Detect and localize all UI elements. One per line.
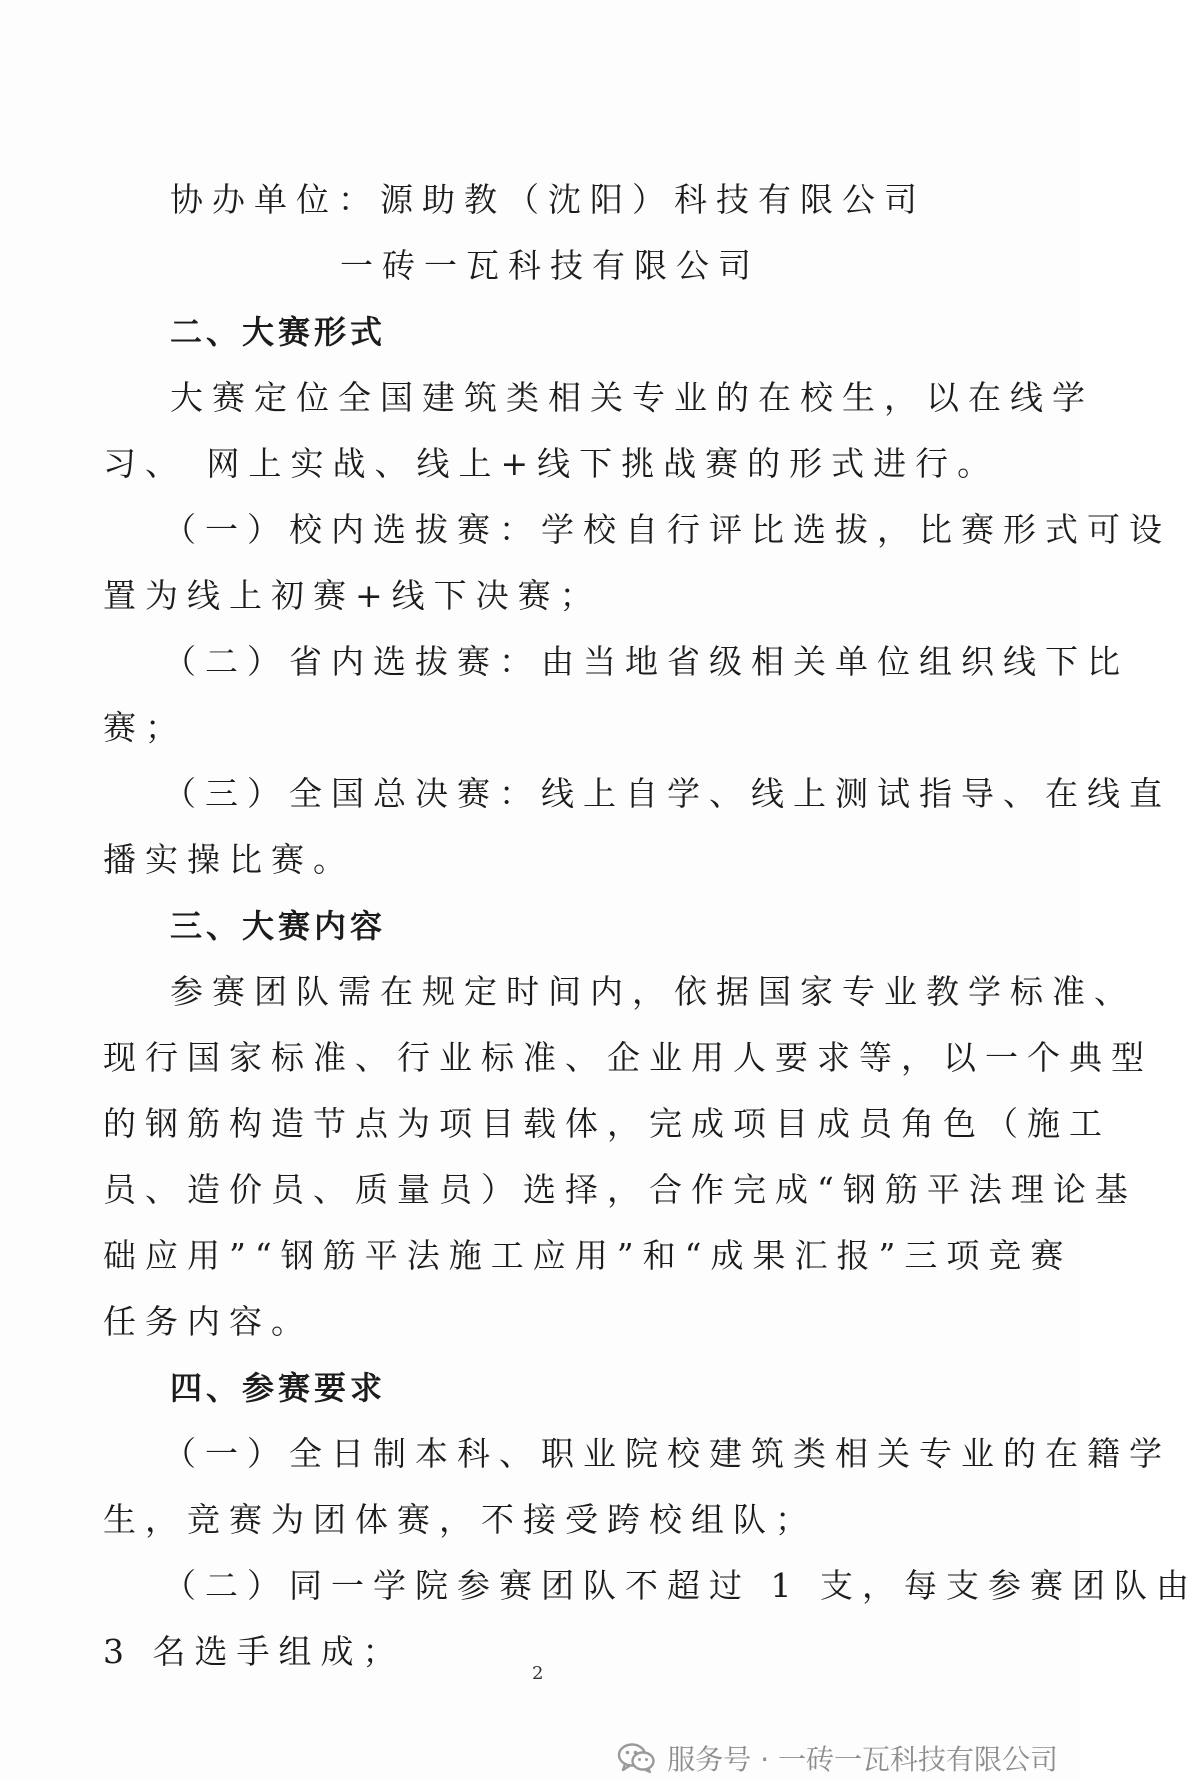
paragraph-line: （一）校内选拔赛：学校自行评比选拔，比赛形式可设: [163, 510, 1171, 549]
co-organizer-line-2: 一砖一瓦科技有限公司: [340, 246, 760, 285]
paragraph-line: 的钢筋构造节点为项目载体，完成项目成员角色（施工: [103, 1104, 1111, 1143]
co-organizer-line: 协办单位：源助教（沈阳）科技有限公司: [170, 180, 926, 219]
paragraph-line: 赛；: [103, 708, 187, 747]
wechat-icon: [617, 1742, 657, 1774]
paragraph-line: （二）同一学院参赛团队不超过 1 支，每支参赛团队由: [163, 1566, 1198, 1605]
paragraph-line: 员、造价员、质量员）选择，合作完成“钢筋平法理论基: [103, 1170, 1137, 1209]
paragraph-line: 习、 网上实战、线上+线下挑战赛的形式进行。: [103, 444, 1000, 483]
paragraph-line: 现行国家标准、行业标准、企业用人要求等，以一个典型: [103, 1038, 1153, 1077]
paragraph-line: 播实操比赛。: [103, 840, 355, 879]
section-heading-content: 三、大赛内容: [170, 907, 387, 945]
section-heading-requirements: 四、参赛要求: [170, 1369, 387, 1407]
paragraph-line: （三）全国总决赛：线上自学、线上测试指导、在线直: [163, 774, 1171, 813]
paragraph-line: 置为线上初赛+线下决赛；: [103, 576, 602, 615]
paragraph-line: 生，竞赛为团体赛，不接受跨校组队；: [103, 1500, 817, 1539]
paragraph-line: 础应用”“钢筋平法施工应用”和“成果汇报”三项竞赛: [103, 1236, 1073, 1275]
paragraph-line: （二）省内选拔赛：由当地省级相关单位组织线下比: [163, 642, 1129, 681]
watermark-text: 服务号 · 一砖一瓦科技有限公司: [667, 1743, 1058, 1776]
paragraph-line: 参赛团队需在规定时间内，依据国家专业教学标准、: [170, 972, 1136, 1011]
wechat-watermark: [617, 1738, 1058, 1778]
paragraph-line: 任务内容。: [103, 1302, 313, 1341]
section-heading-format: 二、大赛形式: [170, 313, 387, 351]
paragraph-line: （一）全日制本科、职业院校建筑类相关专业的在籍学: [163, 1434, 1171, 1473]
paragraph-line: 大赛定位全国建筑类相关专业的在校生，以在线学: [170, 378, 1094, 417]
page-number: 2: [532, 1663, 544, 1684]
paragraph-line: 3 名选手组成；: [103, 1632, 405, 1671]
